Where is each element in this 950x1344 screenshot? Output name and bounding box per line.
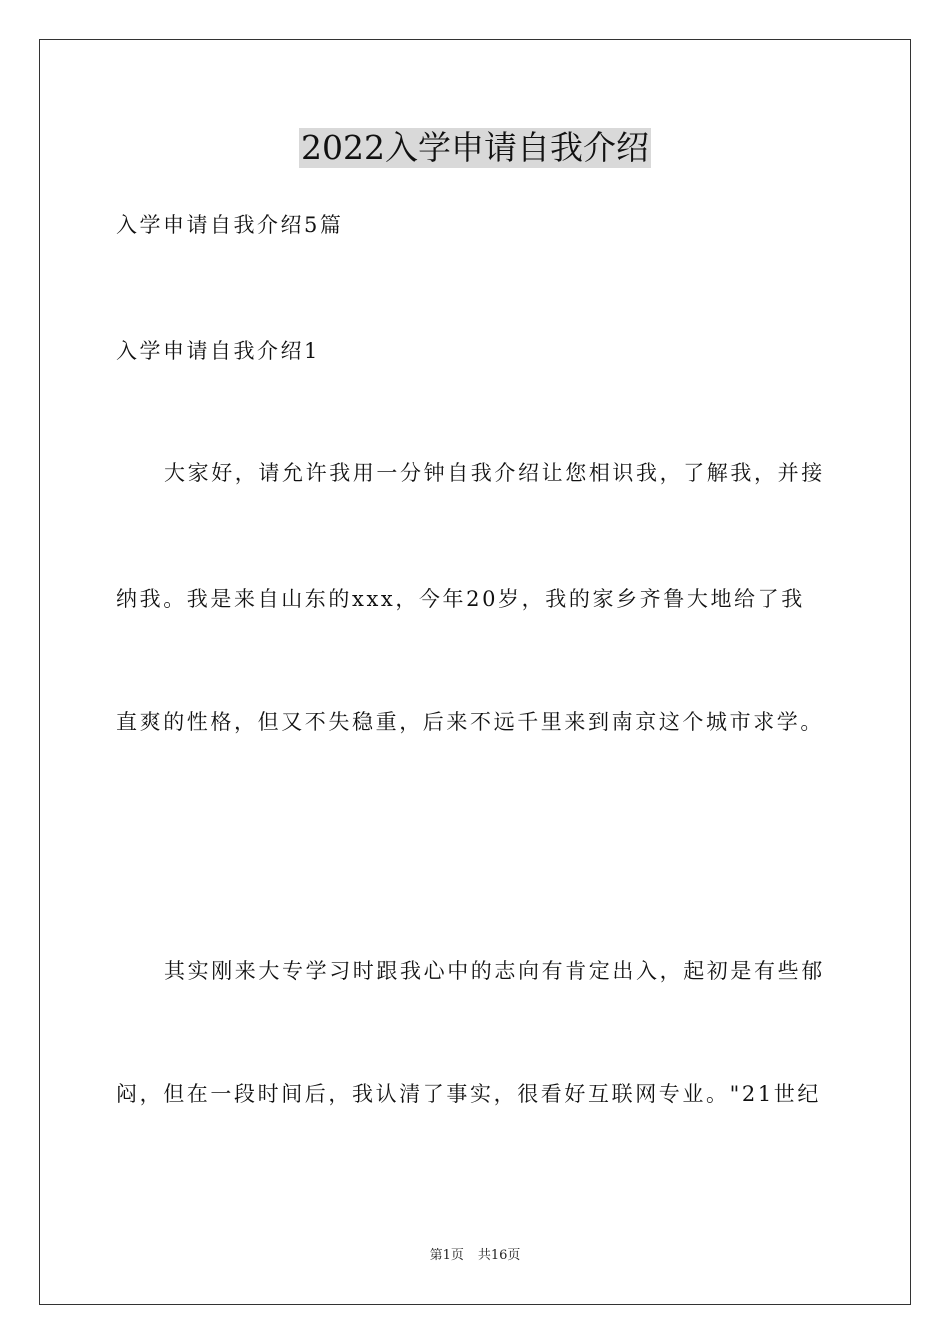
page-footer <box>0 1248 950 1264</box>
total-pages: 共16页 <box>477 1248 521 1263</box>
paragraph-1-line-1: 大家好，请允许我用一分钟自我介绍让您相识我，了解我，并接 <box>164 461 825 485</box>
paragraph-1-line-2: 纳我。我是来自山东的xxx，今年20岁，我的家乡齐鲁大地给了我 <box>116 587 805 611</box>
paragraph-2-line-1: 其实刚来大专学习时跟我心中的志向有肯定出入，起初是有些郁 <box>164 959 825 983</box>
page-number: 第1页 <box>429 1248 464 1263</box>
section-heading: 入学申请自我介绍1 <box>116 339 320 363</box>
title-wrap <box>0 128 950 168</box>
document-title: 2022入学申请自我介绍 <box>301 128 649 167</box>
paragraph-2-line-2: 闷，但在一段时间后，我认清了事实，很看好互联网专业。"21世纪 <box>116 1082 821 1106</box>
document-subtitle: 入学申请自我介绍5篇 <box>116 213 344 237</box>
paragraph-1-line-3: 直爽的性格，但又不失稳重，后来不远千里来到南京这个城市求学。 <box>116 710 824 734</box>
